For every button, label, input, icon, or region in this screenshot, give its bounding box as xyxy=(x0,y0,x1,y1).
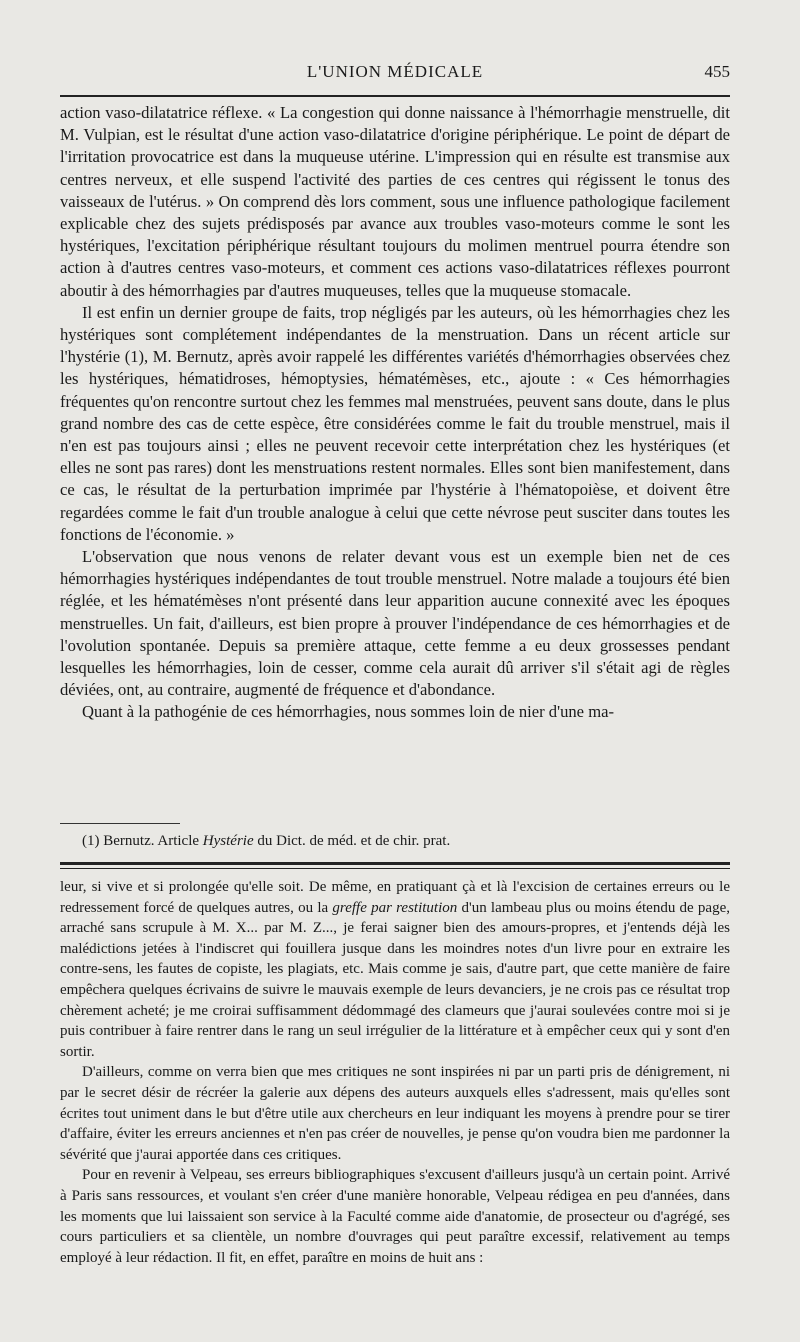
running-title: L'UNION MÉDICALE xyxy=(306,62,484,81)
feuilleton-paragraph-1 xyxy=(60,877,730,1062)
paragraph-4: Quant à la pathogénie de ces hémorrhagies, nous sommes loin de nier d'une ma- xyxy=(82,702,614,722)
footnote xyxy=(82,833,730,850)
footnote-marker: (1) Bernutz. Article xyxy=(82,833,200,849)
page-number: 455 xyxy=(704,62,730,81)
header-rule xyxy=(60,95,730,97)
feuilleton-p1-part-a: leur, si vive et si prolongée qu'elle soit. De même, en pratiquant çà et là l'excision de certaines erreurs ou le redressement forcé de quelques autres, ou la xyxy=(60,879,730,916)
feuilleton-text xyxy=(60,877,730,1268)
paragraph-2: Il est enfin un dernier groupe de faits, trop négligés par les auteurs, où les hémorrhagies chez les hystériques sont complétement indépendantes de la menstruation. Dans un récent article sur l'hystérie (1), M. Bernutz, après avoir rappelé les différentes variétés d'hémorrhagies observées chez les hystériques, hématidroses, hémoptysies, hématémèses, etc., ajoute : « Ces hémorrhagies fréquentes qu'on rencontre surtout chez les femmes mal menstruées, peuvent sans doute, dans le plus grand nombre des cas de cette espèce, être considérées comme le fait du trouble menstruel, mais il n'en est pas toujours ainsi ; elles ne peuvent recevoir cette interprétation chez les hystériques (et elles ne sont pas rares) dont les menstruations restent normales. Elles sont bien manifestement, dans ce cas, le résultat de la perturbation imprimée par l'hystérie à l'hématopoièse, et doivent être regardées comme le fait d'un trouble analogue à celui que cette névrose peut susciter dans toutes les fonctions de l'économie. » xyxy=(60,302,730,544)
footnote-rule xyxy=(60,823,180,824)
feuilleton-paragraph-3: Pour en revenir à Velpeau, ses erreurs bibliographiques s'excusent d'ailleurs jusqu'à un certain point. Arrivé à Paris sans ressources, et voulant s'en créer d'une manière honorable, Velpeau rédigea en peu d'années, dans les moments que lui laissaient son service à la Faculté comme aide d'anatomie, de prosecteur ou d'agrégé, ses cours particuliers et sa clientèle, un nombre d'ouvrages qui peut paraître excessif, relativement au temps employé à leur rédaction. Il fit, en effet, paraître en moins de huit ans : xyxy=(60,1167,730,1266)
feuilleton-separator-thin xyxy=(60,868,730,869)
feuilleton-paragraph-2: D'ailleurs, comme on verra bien que mes critiques ne sont inspirées ni par un parti pris de dénigrement, ni par le secret désir de récréer la galerie aux dépens des auteurs auxquels elles s'adressent, mais qu'elles sont écrites tout uniment dans le but d'être utile aux chercheurs en leur indiquant les moyens à prendre pour se tirer d'affaire, éviter les erreurs anciennes et n'en pas créer de nouvelles, je pense qu'on voudra bien me pardonner la sévérité que j'aurai apportée dans ces critiques. xyxy=(60,1064,730,1163)
main-text xyxy=(60,102,730,724)
feuilleton-p1-part-b: d'un lambeau plus ou moins étendu de page, arraché sans scrupule à M. X... par M. Z..., je ferai saigner bien des amours-propres, et j'entends déjà les malédictions jetées à l'indiscret qui fouillera jusque dans les moindres notes d'un livre pour en extraire les contre-sens, les fautes de copiste, les plagiats, etc. Mais comme je sais, d'autre part, que cette manière de faire empêchera quelques écrivains de suivre le mauvais exemple de leurs devanciers, je ne crois pas ce résultat trop chèrement acheté; je me croirai suffisamment dédommagé des clameurs que j'aurai soulevées contre moi si je puis contribuer à faire rentrer dans le rang un seul irrégulier de la littérature et à empêcher ceux qui y sont d'en sortir. xyxy=(60,899,730,1060)
feuilleton-separator-thick xyxy=(60,862,730,865)
footnote-italic: Hystérie xyxy=(202,833,254,849)
page-header xyxy=(60,62,730,92)
footnote-rest: du Dict. de méd. et de chir. prat. xyxy=(257,833,451,849)
feuilleton-p1-italic: greffe par restitution xyxy=(332,899,458,916)
paragraph-1: action vaso-dilatatrice réflexe. « La congestion qui donne naissance à l'hémorrhagie menstruelle, dit M. Vulpian, est le résultat d'une action vaso-dilatatrice d'origine périphérique. Le point de départ de l'irritation provocatrice est dans la muqueuse utérine. L'impression qui en résulte est transmise aux centres nerveux, et elle suspend l'activité des parties de ces centres qui régissent le tonus des vaisseaux de l'utérus. » On comprend dès lors comment, sous une influence pathologique facilement explicable chez des sujets prédisposés par avance aux troubles vaso-moteurs comme le sont les hystériques, l'excitation périphérique résultant toujours du molimen mentruel pourra étendre son action à d'autres centres vaso-moteurs, et comment ces actions vaso-dilatatrices réflexes pourront aboutir à des hémorrhagies par d'autres muqueuses, telles que la muqueuse stomacale. xyxy=(60,103,730,300)
paragraph-3: L'observation que nous venons de relater devant vous est un exemple bien net de ces hémorrhagies hystériques indépendantes de tout trouble menstruel. Notre malade a toujours été bien réglée, et les hématémèses n'ont présenté dans leur apparition aucune connexité avec les époques menstruelles. Un fait, d'ailleurs, est bien propre à prouver l'indépendance de ces hémorrhagies et de l'ovolution spontanée. Depuis sa première attaque, cette femme a eu deux grossesses pendant lesquelles les hémorrhagies, loin de cesser, comme cela aurait dû arriver s'il s'était agi de règles déviées, ont, au contraire, augmenté de fréquence et d'abondance. xyxy=(60,547,730,700)
